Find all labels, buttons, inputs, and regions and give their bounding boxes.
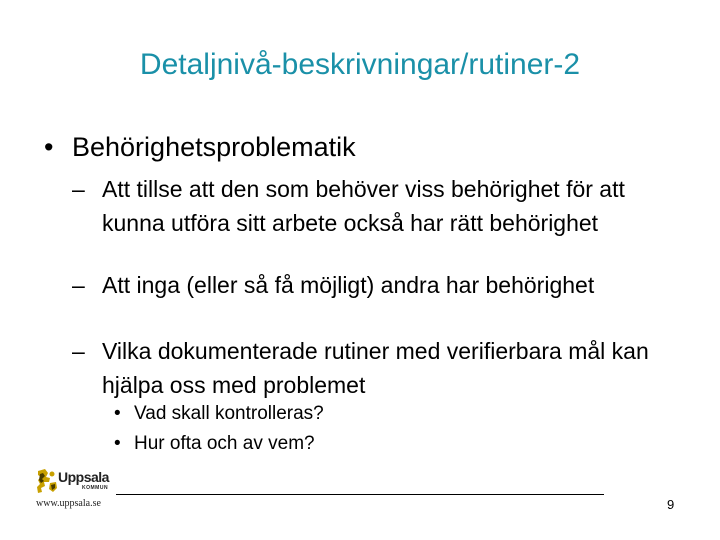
bullet-marker: •: [114, 403, 121, 424]
logo-sub: KOMMUN: [82, 485, 109, 491]
logo-url: www.uppsala.se: [36, 498, 101, 509]
page-number: 9: [667, 497, 675, 512]
crest-icon: [36, 468, 58, 494]
sub-bullet-text: Att inga (eller så få möjligt) andra har behörighet: [102, 272, 595, 298]
logo-name: Uppsala: [58, 469, 109, 485]
sub-sub-bullet-text: Hur ofta och av vem?: [134, 433, 315, 454]
footer-divider: [116, 494, 604, 495]
dash-marker: –: [72, 272, 85, 298]
bullet-marker: •: [44, 132, 54, 162]
bullet-marker: •: [114, 433, 121, 454]
uppsala-logo: [36, 466, 116, 512]
sub-bullet-text: Vilka dokumenterade rutiner med verifierbara mål kan hjälpa oss med problemet: [102, 338, 649, 398]
slide-title: Detaljnivå-beskrivningar/rutiner-2: [139, 48, 581, 81]
sub-sub-bullet-text: Vad skall kontrolleras?: [134, 403, 324, 424]
dash-marker: –: [72, 338, 85, 364]
bullet-text: Behörighetsproblematik: [72, 132, 356, 162]
dash-marker: –: [72, 176, 85, 202]
sub-bullet-text: Att tillse att den som behöver viss behörighet för att kunna utföra sitt arbete också har rätt behörighet: [102, 176, 625, 236]
